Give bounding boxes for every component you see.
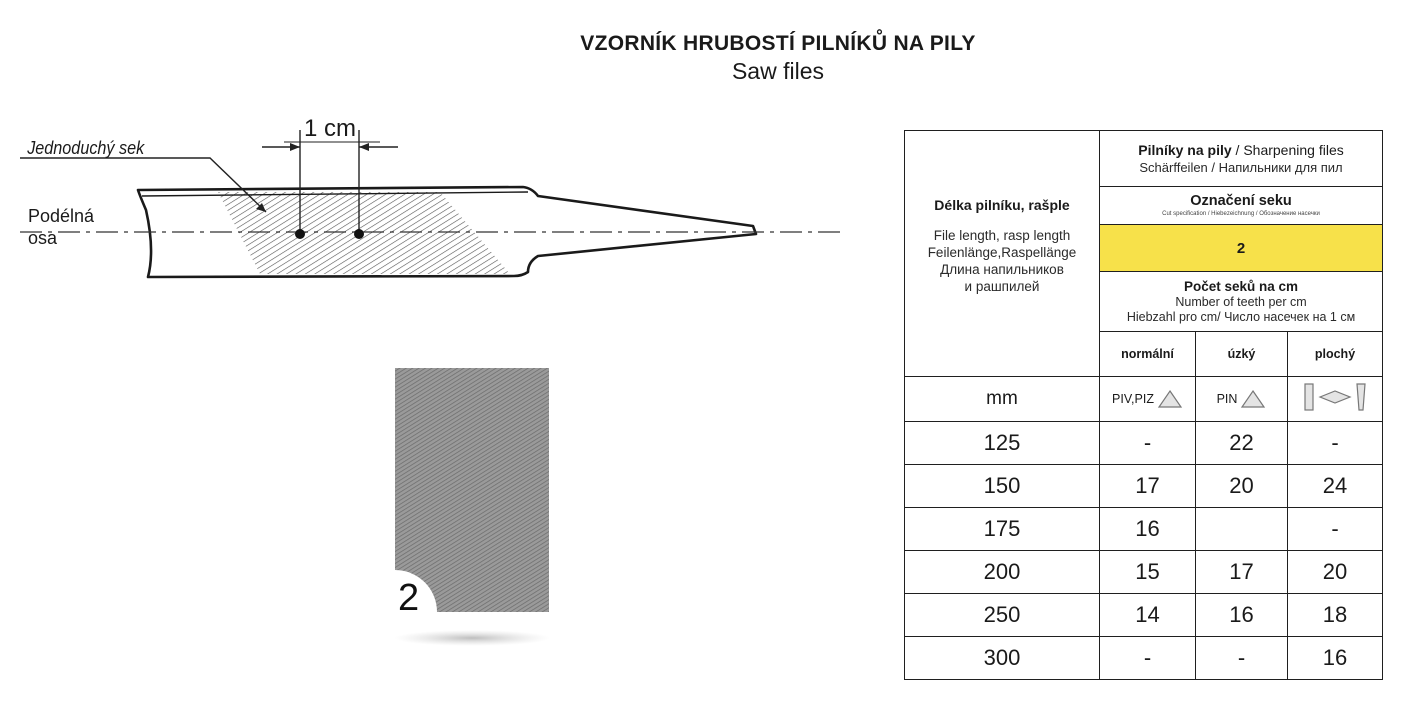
dimension-left-arrowhead xyxy=(290,143,300,151)
flat-cell: 24 xyxy=(1288,465,1383,508)
table-row xyxy=(905,422,1383,465)
flat-cell: - xyxy=(1288,508,1383,551)
rhombus-profile-icon xyxy=(1318,389,1352,405)
files-header-rest: / Sharpening files xyxy=(1231,142,1344,158)
narrow-cell: 20 xyxy=(1196,465,1288,508)
triangle-profile-icon xyxy=(1157,389,1183,409)
length-cell: 250 xyxy=(905,594,1100,637)
axis-dot-left xyxy=(295,229,305,239)
narrow-cell: 17 xyxy=(1196,551,1288,594)
cut-header-title: Označení seku xyxy=(1190,193,1292,209)
table-row xyxy=(905,465,1383,508)
flat-file-front-icon xyxy=(1303,383,1315,411)
length-header-line: Длина напильников xyxy=(940,262,1064,277)
grade-cell: 2 xyxy=(1100,225,1383,272)
profile-normal-cell xyxy=(1100,377,1196,422)
profile-narrow-cell xyxy=(1196,377,1288,422)
narrow-cell: 16 xyxy=(1196,594,1288,637)
length-header-line: Feilenlänge,Raspellänge xyxy=(927,245,1077,260)
profile-narrow-label: PIN xyxy=(1216,392,1238,406)
normal-cell: - xyxy=(1100,637,1196,680)
cut-label: Jednoduchý sek xyxy=(27,136,145,159)
dimension-label: 1 cm xyxy=(303,115,357,142)
teeth-header-title: Počet seků na cm xyxy=(1183,278,1299,294)
type-narrow-header: úzký xyxy=(1196,332,1288,377)
length-cell: 175 xyxy=(905,508,1100,551)
narrow-cell: 22 xyxy=(1196,422,1288,465)
length-header-cell xyxy=(905,131,1100,377)
normal-cell: 17 xyxy=(1100,465,1196,508)
normal-cell: - xyxy=(1100,422,1196,465)
narrow-cell xyxy=(1196,508,1288,551)
axis-dot-right xyxy=(354,229,364,239)
spec-table xyxy=(904,130,1383,680)
narrow-cell: - xyxy=(1196,637,1288,680)
normal-cell: 15 xyxy=(1100,551,1196,594)
profile-normal-label: PIV,PIZ xyxy=(1112,392,1154,406)
cut-header-small: Cut specification / Hiebezeichnung / Обозначение насечки xyxy=(1162,211,1320,217)
length-cell: 125 xyxy=(905,422,1100,465)
cut-header-cell xyxy=(1100,187,1383,225)
profile-flat-cell xyxy=(1288,377,1383,422)
length-header-title: Délka pilníku, rašple xyxy=(934,197,1070,213)
files-header-bold: Pilníky na pily xyxy=(1138,142,1232,158)
file-diagram xyxy=(20,110,850,300)
cut-sample xyxy=(380,360,570,660)
type-flat-header: plochý xyxy=(1288,332,1383,377)
title-block xyxy=(0,32,1426,85)
flat-cell: 20 xyxy=(1288,551,1383,594)
length-cell: 200 xyxy=(905,551,1100,594)
teeth-header-cell xyxy=(1100,272,1383,332)
axis-label-1: Podélná xyxy=(28,206,95,226)
table-row xyxy=(905,594,1383,637)
flat-file-tip-icon xyxy=(1355,383,1367,411)
unit-label: mm xyxy=(905,377,1100,422)
teeth-header-line2: Number of teeth per cm xyxy=(1175,294,1307,309)
length-header-line: и рашпилей xyxy=(964,279,1040,294)
flat-cell: - xyxy=(1288,422,1383,465)
axis-label-2: osa xyxy=(28,228,58,248)
sample-shadow xyxy=(394,630,550,646)
files-header-cell xyxy=(1100,131,1383,187)
triangle-profile-icon xyxy=(1240,389,1266,409)
table-row xyxy=(905,551,1383,594)
files-header-line2: Schärffeilen / Напильники для пил xyxy=(1139,160,1343,175)
page-title: VZORNÍK HRUBOSTÍ PILNÍKŮ NA PILY xyxy=(580,32,976,55)
length-cell: 300 xyxy=(905,637,1100,680)
flat-cell: 18 xyxy=(1288,594,1383,637)
sample-grade-number: 2 xyxy=(398,577,420,619)
normal-cell: 14 xyxy=(1100,594,1196,637)
page-subtitle: Saw files xyxy=(731,58,825,84)
flat-cell: 16 xyxy=(1288,637,1383,680)
length-cell: 150 xyxy=(905,465,1100,508)
length-header-line: File length, rasp length xyxy=(933,228,1071,243)
sample-texture xyxy=(395,368,549,612)
type-normal-header: normální xyxy=(1100,332,1196,377)
normal-cell: 16 xyxy=(1100,508,1196,551)
dimension-right-arrowhead xyxy=(359,143,369,151)
teeth-header-line3: Hiebzahl pro cm/ Число насечек на 1 см xyxy=(1126,309,1356,324)
table-row xyxy=(905,508,1383,551)
table-row xyxy=(905,637,1383,680)
